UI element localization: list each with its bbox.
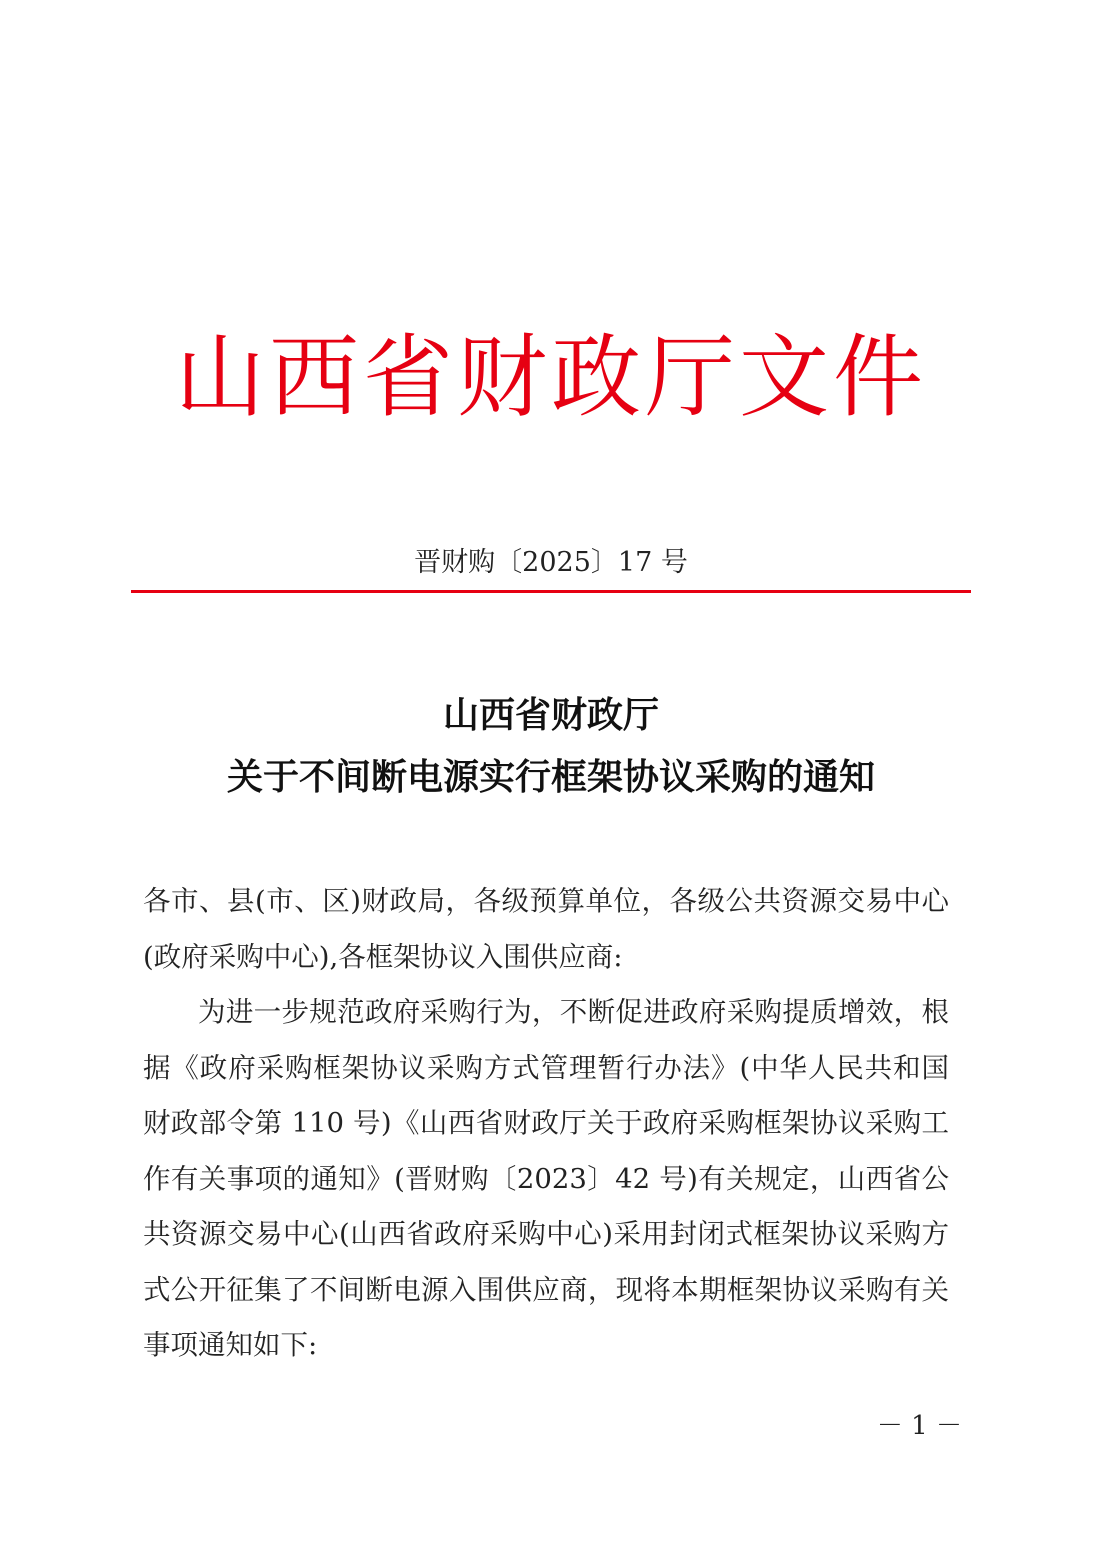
- masthead-title: 山西省财政厅文件: [175, 325, 927, 430]
- notice-title-line-1: 山西省财政厅: [442, 695, 659, 736]
- red-divider-line: [131, 590, 971, 593]
- page-number: － 1 －: [876, 1411, 962, 1441]
- document-number: 晋财购〔2025〕17 号: [414, 547, 688, 578]
- notice-body: [143, 874, 949, 1374]
- notice-title-line-2: 关于不间断电源实行框架协议采购的通知: [226, 757, 875, 798]
- addressee-paragraph: 各市、县(市、区)财政局，各级预算单位，各级公共资源交易中心(政府采购中心),各框架协议入围供应商:: [143, 885, 949, 973]
- body-paragraph-1: 为进一步规范政府采购行为，不断促进政府采购提质增效，根据《政府采购框架协议采购方式管理暂行办法》(中华人民共和国财政部令第 110 号)《山西省财政厅关于政府采购框架协议采购工作有关事项的通知》(晋财购〔2023〕42 号)有关规定，山西省公共资源交易中心(山西省政府采购中心)采用封闭式框架协议采购方式公开征集了不间断电源入围供应商，现将本期框架协议采购有关事项通知如下:: [143, 996, 949, 1361]
